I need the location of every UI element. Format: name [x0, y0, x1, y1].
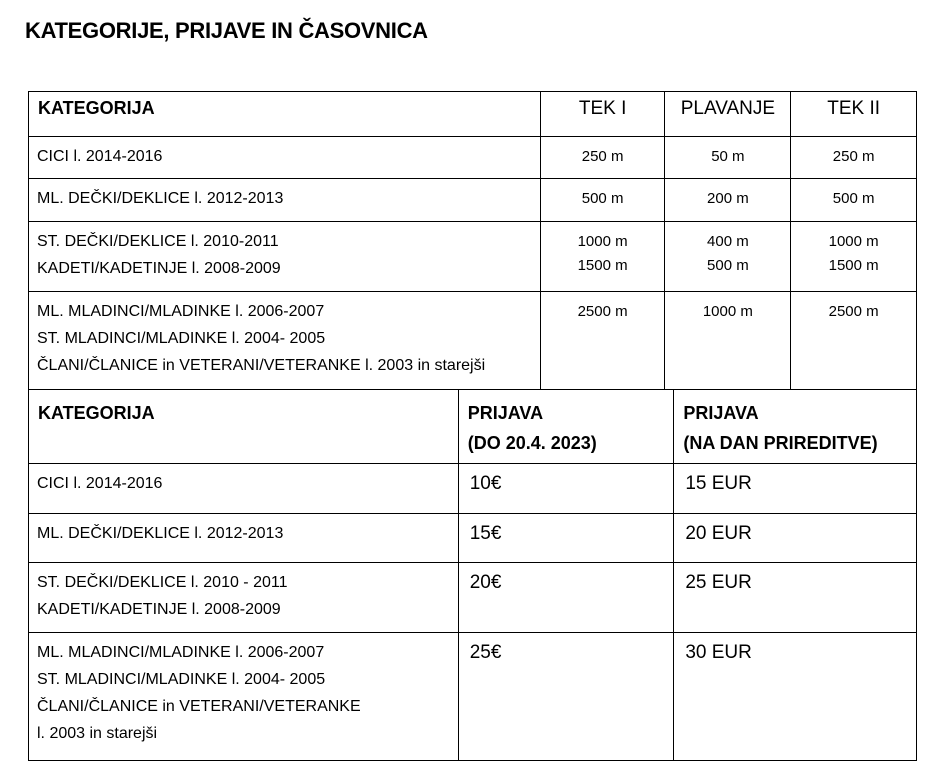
table-row: [29, 464, 917, 514]
early-fee-cell: 25€: [458, 633, 674, 761]
distance-value: 1500 m: [577, 257, 628, 274]
category-line: l. 2003 in starejši: [37, 725, 158, 742]
distance-value: 200 m: [707, 190, 749, 207]
header-tek-2: TEK II: [791, 92, 917, 137]
table-row: [29, 222, 917, 292]
tek-2-cell: [791, 292, 917, 390]
onsite-fee-cell: 25 EUR: [674, 563, 917, 633]
distance-value: 1000 m: [702, 303, 753, 320]
early-fee-cell: 10€: [458, 464, 674, 514]
tek-2-cell: [791, 137, 917, 179]
distance-value: 1000 m: [828, 233, 879, 250]
category-line: ST. MLADINCI/MLADINKE l. 2004- 2005: [37, 330, 326, 347]
distances-table: [28, 91, 917, 390]
header-kategorija: [29, 390, 459, 464]
distance-value: 2500 m: [828, 303, 879, 320]
distance-value: 500 m: [832, 190, 875, 207]
tek-1-cell: [540, 222, 665, 292]
table-header-row: [29, 92, 917, 137]
early-fee-cell: 20€: [458, 563, 674, 633]
category-line: ML. DEČKI/DEKLICE l. 2012-2013: [37, 190, 284, 207]
plavanje-cell: [665, 292, 791, 390]
category-line: ML. DEČKI/DEKLICE l. 2012-2013: [37, 525, 284, 542]
category-line: ČLANI/ČLANICE in VETERANI/VETERANKE: [37, 698, 361, 715]
tek-1-cell: [540, 137, 665, 179]
table-row: [29, 179, 917, 222]
tek-1-cell: [540, 292, 665, 390]
plavanje-cell: [665, 222, 791, 292]
distance-value: 500 m: [707, 257, 749, 274]
header-line: (DO 20.4. 2023): [467, 433, 597, 453]
onsite-fee-cell: 30 EUR: [674, 633, 917, 761]
table-row: [29, 292, 917, 390]
distance-value: 400 m: [707, 233, 749, 250]
header-line: (NA DAN PRIREDITVE): [683, 433, 878, 453]
header-line: PRIJAVA: [467, 403, 544, 423]
category-line: KADETI/KADETINJE l. 2008-2009: [37, 601, 281, 618]
distance-value: 250 m: [832, 148, 875, 165]
early-fee-cell: 15€: [458, 514, 674, 563]
tek-2-cell: [791, 222, 917, 292]
table-row: [29, 563, 917, 633]
header-prijava-early: [458, 390, 674, 464]
table-row: [29, 137, 917, 179]
header-plavanje: PLAVANJE: [665, 92, 791, 137]
distance-value: 500 m: [581, 190, 624, 207]
category-cell: [29, 563, 459, 633]
category-cell: [29, 222, 541, 292]
category-cell: [29, 137, 541, 179]
category-line: ST. MLADINCI/MLADINKE l. 2004- 2005: [37, 671, 326, 688]
category-line: ST. DEČKI/DEKLICE l. 2010-2011: [37, 233, 279, 250]
category-line: CICI l. 2014-2016: [37, 475, 163, 492]
fees-table: [28, 389, 917, 761]
header-line: KATEGORIJA: [38, 403, 155, 423]
page-title: KATEGORIJE, PRIJAVE IN ČASOVNICA: [25, 18, 428, 43]
category-line: CICI l. 2014-2016: [37, 148, 163, 165]
table-header-row: [29, 390, 917, 464]
tek-1-cell: [540, 179, 665, 222]
distance-value: 2500 m: [577, 303, 628, 320]
category-cell: [29, 464, 459, 514]
table-row: [29, 514, 917, 563]
category-line: ML. MLADINCI/MLADINKE l. 2006-2007: [37, 644, 325, 661]
category-cell: [29, 633, 459, 761]
header-prijava-onsite: [674, 390, 917, 464]
table-row: [29, 633, 917, 761]
header-tek-1: TEK I: [540, 92, 665, 137]
onsite-fee-cell: 15 EUR: [674, 464, 917, 514]
category-cell: [29, 179, 541, 222]
plavanje-cell: [665, 179, 791, 222]
plavanje-cell: [665, 137, 791, 179]
header-kategorija: KATEGORIJA: [29, 92, 541, 137]
category-line: KADETI/KADETINJE l. 2008-2009: [37, 260, 281, 277]
header-line: PRIJAVA: [683, 403, 759, 423]
category-line: ML. MLADINCI/MLADINKE l. 2006-2007: [37, 303, 325, 320]
distance-value: 1500 m: [828, 257, 879, 274]
category-line: ST. DEČKI/DEKLICE l. 2010 - 2011: [37, 574, 288, 591]
distance-value: 1000 m: [577, 233, 628, 250]
category-cell: [29, 514, 459, 563]
onsite-fee-cell: 20 EUR: [674, 514, 917, 563]
distance-value: 250 m: [581, 148, 624, 165]
distance-value: 50 m: [711, 148, 745, 165]
category-line: ČLANI/ČLANICE in VETERANI/VETERANKE l. 2003 in starejši: [37, 357, 486, 374]
tek-2-cell: [791, 179, 917, 222]
category-cell: [29, 292, 541, 390]
